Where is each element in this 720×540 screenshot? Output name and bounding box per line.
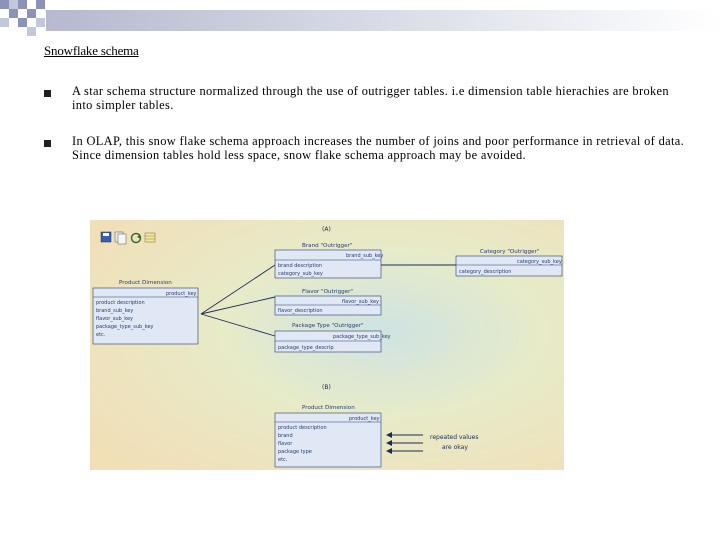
product-dimension-table — [93, 280, 198, 344]
svg-text:Product Dimension: Product Dimension — [119, 280, 172, 286]
svg-text:package_type_sub_key: package_type_sub_key — [333, 334, 391, 340]
header-decoration — [0, 0, 720, 40]
svg-text:Product Dimension: Product Dimension — [302, 405, 355, 411]
svg-text:brand_sub_key: brand_sub_key — [346, 253, 384, 259]
svg-text:brand description: brand description — [278, 263, 323, 269]
svg-text:Brand "Outrigger": Brand "Outrigger" — [302, 243, 353, 249]
svg-text:package_type_sub_key: package_type_sub_key — [96, 324, 154, 330]
svg-text:Category "Outrigger": Category "Outrigger" — [480, 249, 540, 255]
svg-text:etc.: etc. — [278, 457, 288, 463]
annotation-line-1: repeated values — [430, 434, 479, 441]
svg-text:product description: product description — [96, 300, 145, 306]
svg-text:product description: product description — [278, 425, 327, 431]
part-b-label: (B) — [322, 384, 331, 391]
bullet-marker — [44, 90, 51, 97]
bullet-text-1: A star schema structure normalized through the use of outrigger tables. i.e dimension table hierachies are broken into simpler tables. — [72, 84, 669, 112]
annotation-line-2: are okay — [442, 444, 468, 451]
svg-text:flavor_sub_key: flavor_sub_key — [96, 316, 133, 322]
svg-text:brand_sub_key: brand_sub_key — [96, 308, 134, 314]
svg-text:product_key: product_key — [166, 291, 197, 297]
grid-icon — [145, 233, 155, 242]
svg-text:flavor: flavor — [278, 441, 293, 447]
svg-text:category_sub_key: category_sub_key — [278, 271, 323, 277]
svg-text:brand: brand — [278, 433, 293, 439]
part-a-label: (A) — [322, 226, 331, 233]
svg-text:flavor_description: flavor_description — [278, 308, 323, 314]
save-icon — [101, 232, 111, 242]
svg-text:product_key: product_key — [349, 416, 380, 422]
product-dimension-denormalized-table — [275, 405, 381, 467]
svg-text:Flavor "Outrigger": Flavor "Outrigger" — [302, 289, 353, 295]
svg-text:category_description: category_description — [459, 269, 512, 275]
svg-text:Package Type "Outrigger": Package Type "Outrigger" — [292, 323, 364, 329]
copy-icon — [115, 232, 126, 244]
slide-title: Snowflake schema — [44, 43, 139, 58]
svg-text:etc.: etc. — [96, 332, 106, 338]
svg-text:package_type_descrip: package_type_descrip — [278, 345, 334, 351]
svg-text:category_sub_key: category_sub_key — [517, 259, 562, 265]
snowflake-schema-figure — [90, 220, 564, 470]
bullet-text-2: In OLAP, this snow flake schema approach increases the number of joins and poor performance in retrieval of data. Since dimension tables hold less space, snow flake schema approach may be avoided. — [72, 134, 685, 162]
svg-text:flavor_sub_key: flavor_sub_key — [342, 299, 379, 305]
bullet-marker — [44, 140, 51, 147]
svg-text:package type: package type — [278, 449, 312, 455]
